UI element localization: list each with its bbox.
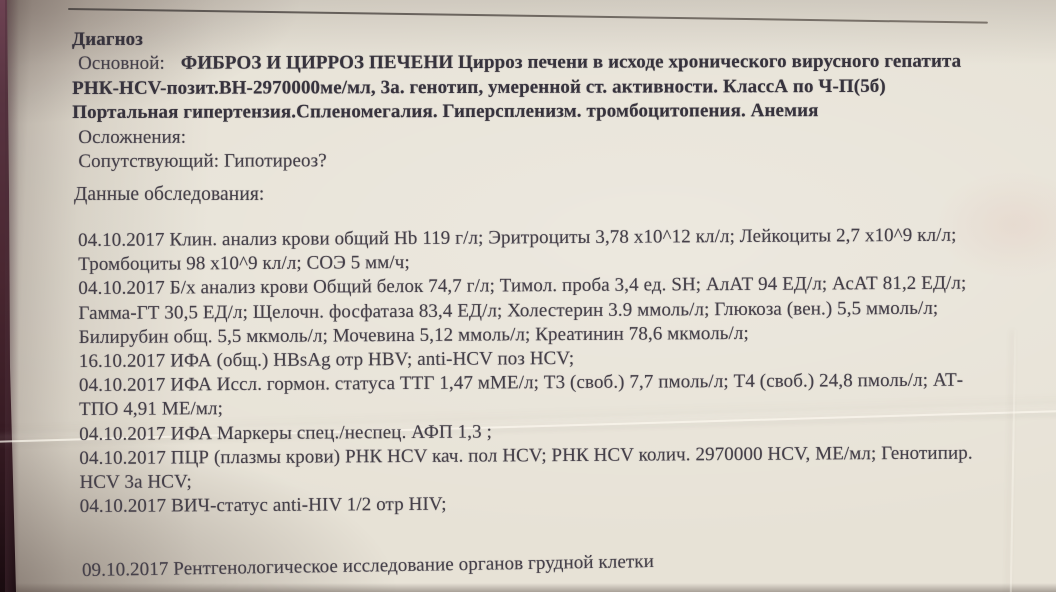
- exam-line: 16.10.2017 ИФА (общ.) HBsAg отр HBV; anti-HCV поз HCV;: [78, 347, 575, 373]
- exam-line: 04.10.2017 ПЦР (плазмы крови) РНК HCV кач. пол HCV; РНК HCV колич. 2970000 HCV, МЕ/мл; Генотипир.: [79, 442, 973, 469]
- photo-edge-shadow: [5, 0, 19, 592]
- diagnosis-complications-label: Осложнения:: [78, 126, 187, 148]
- diagnosis-heading: Диагноз: [72, 28, 143, 50]
- diagnosis-primary-line: [72, 50, 961, 77]
- exam-data-heading: Данные обследования:: [74, 184, 265, 205]
- top-divider-line: [68, 8, 988, 23]
- exam-line: Гамма-ГТ 30,5 ЕД/л; Щелочн. фосфатаза 83,4 ЕД/л; Холестерин 3.9 ммоль/л; Глюкоза (вен.) 5,5 ммоль/л;: [78, 297, 939, 324]
- diagnosis-primary-line2: РНК-HCV-позит.ВН-2970000ме/мл, 3а. генотип, умеренной ст. активности. КлассА по Ч-П(5б): [72, 75, 886, 99]
- exam-line: Тромбоциты 98 х10^9 кл/л; СОЭ 5 мм/ч;: [78, 252, 410, 276]
- paper-vertical-fold: [1010, 330, 1017, 592]
- exam-line: ТПО 4,91 МЕ/мл;: [79, 398, 224, 421]
- xray-exam-line: 09.10.2017 Рентгенологическое исследование органов грудной клетки: [81, 551, 655, 581]
- exam-line: Билирубин общ. 5,5 мкмоль/л; Мочевина 5,12 ммоль/л; Креатинин 78,6 мкмоль/л;: [78, 322, 749, 348]
- exam-line: HCV 3а HCV;: [79, 471, 192, 494]
- diagnosis-section: [72, 26, 962, 175]
- exam-line: 04.10.2017 Клин. анализ крови общий Hb 119 г/л; Эритроциты 3,78 х10^12 кл/л; Лейкоциты 2,7 х10^9 кл/л;: [78, 224, 957, 251]
- diagnosis-primary-line3: Портальная гипертензия.Спленомегалия. Гиперспленизм. тромбоцитопения. Анемия: [72, 100, 819, 124]
- exam-line: 04.10.2017 ВИЧ-статус anti-HIV 1/2 отр HIV;: [79, 493, 447, 518]
- diagnosis-concomitant: Сопутствующий: Гипотиреоз?: [78, 150, 327, 173]
- diagnosis-primary-label: Основной:: [78, 53, 165, 75]
- exam-line: 04.10.2017 ИФА Маркеры спец./неспец. АФП 1,3 ;: [79, 421, 492, 445]
- exam-line: 04.10.2017 Б/х анализ крови Общий белок 74,7 г/л; Тимол. проба 3,4 ед. SH; АлАТ 94 ЕД/л; АсАТ 81,2 ЕД/л;: [78, 272, 967, 300]
- exam-line: 04.10.2017 ИФА Иссл. гормон. статуса ТТГ 1,47 мМЕ/л; Т3 (своб.) 7,7 пмоль/л; Т4 (своб.) 24,8 пмоль/л; АТ-: [78, 369, 964, 397]
- exam-results-list: [78, 224, 973, 520]
- diagnosis-primary-text: ФИБРОЗ И ЦИРРОЗ ПЕЧЕНИ Цирроз печени в исходе хронического вирусного гепатита: [180, 51, 962, 75]
